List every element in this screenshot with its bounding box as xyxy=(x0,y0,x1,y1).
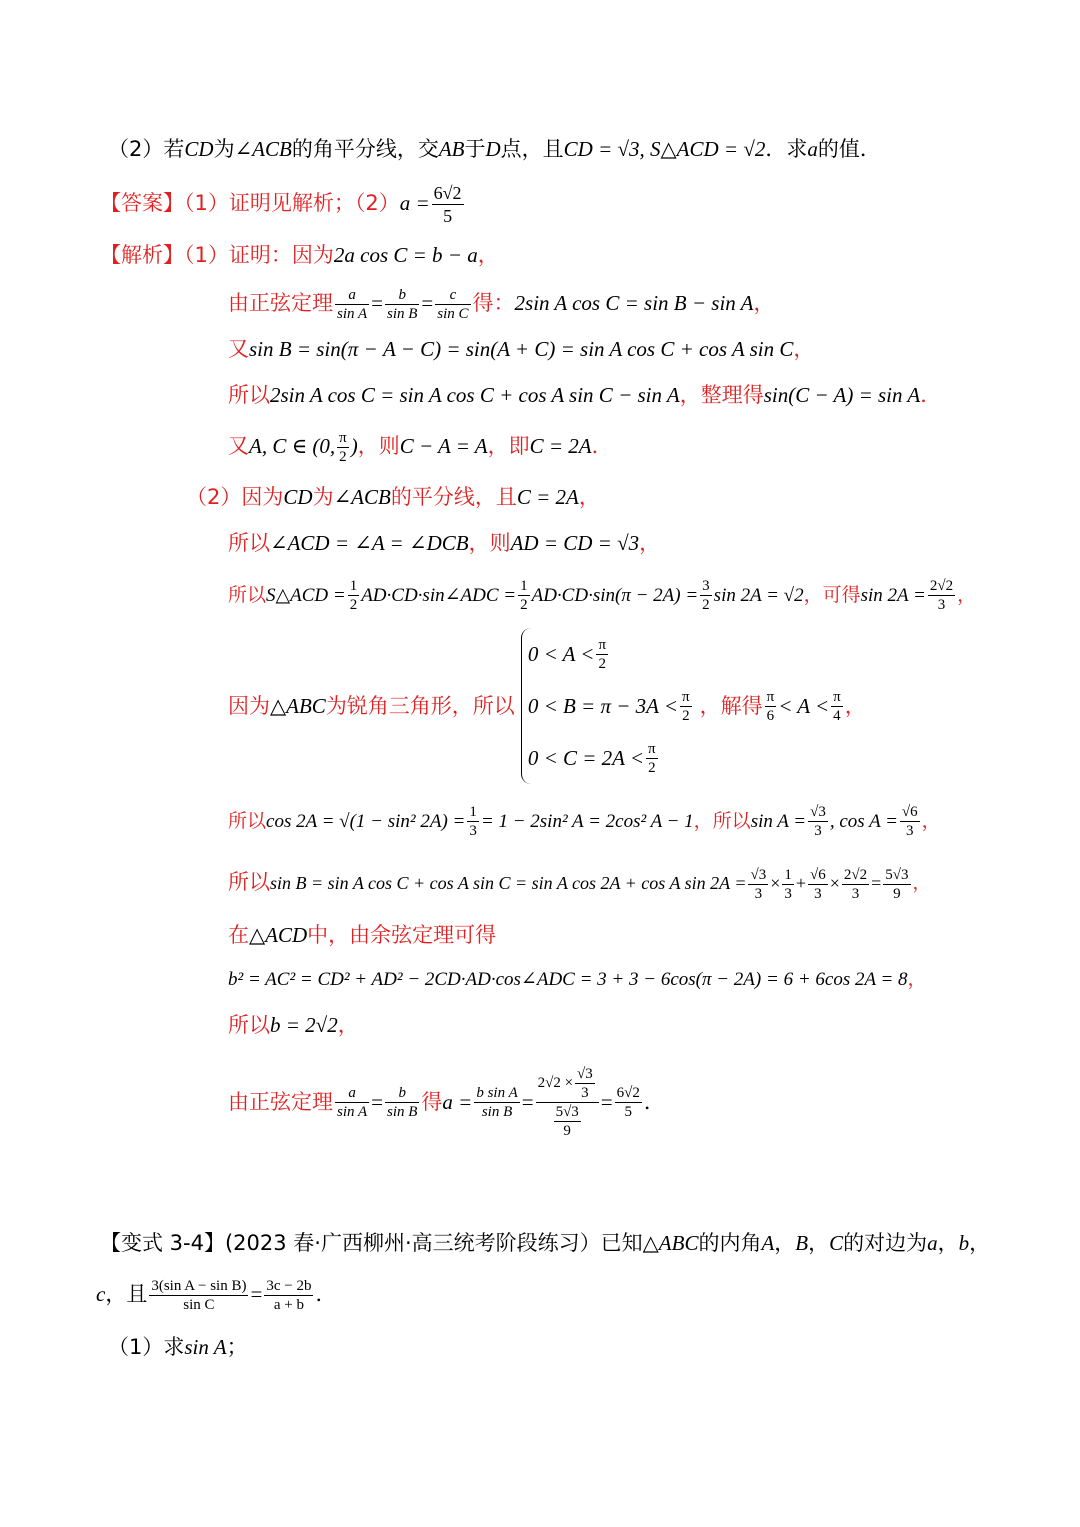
numerator: √3 xyxy=(810,804,826,820)
variant-label: 【变式 3-4】 xyxy=(100,1231,225,1255)
math-expr: 2sin A cos C = sin A cos C + cos A sin C − sin A xyxy=(270,383,680,407)
denominator: sin B xyxy=(481,1103,513,1120)
fraction xyxy=(335,1084,369,1121)
denominator xyxy=(536,1103,599,1140)
numerator xyxy=(536,1065,599,1103)
denominator: 3 xyxy=(851,885,860,902)
fraction xyxy=(615,1084,642,1121)
numerator: √6 xyxy=(901,804,918,820)
fraction xyxy=(765,688,777,725)
variant-text: 的对边为 xyxy=(843,1231,928,1255)
analysis-text: 为 xyxy=(312,485,334,509)
fraction xyxy=(700,577,712,614)
analysis-text: 所以 xyxy=(228,810,267,832)
math-op: × xyxy=(770,873,781,893)
punct: ， xyxy=(844,694,866,718)
math-expr: △ACD xyxy=(249,923,308,947)
numerator: π xyxy=(833,688,841,705)
numerator: 2√2 xyxy=(929,578,954,594)
denominator: 2 xyxy=(648,759,656,776)
analysis-text: 所以 xyxy=(228,870,270,894)
numerator: 3(sin A − sin B) xyxy=(151,1277,247,1294)
math-expr: AD·CD·sin∠ADC = xyxy=(361,585,517,606)
answer-fraction xyxy=(432,182,464,227)
numerator: 6√2 xyxy=(616,1084,640,1101)
fraction xyxy=(646,740,658,777)
numerator: 1 xyxy=(520,578,528,594)
fraction xyxy=(467,803,479,840)
punct: ， xyxy=(578,485,600,509)
fraction xyxy=(831,688,843,725)
fraction xyxy=(435,286,470,323)
math-expr: sin A = xyxy=(750,811,807,832)
answer-expr: a = xyxy=(399,191,430,215)
fraction xyxy=(474,1084,519,1121)
denominator: 3 xyxy=(814,823,822,839)
fraction xyxy=(900,803,920,840)
system-row xyxy=(528,628,694,680)
analysis-text: 又 xyxy=(228,337,249,361)
part2-line-2 xyxy=(228,530,660,556)
denominator: 3 xyxy=(937,597,946,613)
fraction xyxy=(385,286,419,323)
variant-line-1 xyxy=(100,1230,990,1256)
math-expr: sin 2A = √2 xyxy=(713,585,804,606)
denominator: 3 xyxy=(784,885,792,902)
analysis-text: 中，由余弦定理可得 xyxy=(307,923,497,947)
numerator: 3 xyxy=(702,578,710,594)
denominator: 2 xyxy=(702,597,710,613)
denominator: 2 xyxy=(520,597,528,613)
fraction xyxy=(596,636,608,673)
numerator: π xyxy=(339,429,347,446)
math-expr: △ABC xyxy=(642,1231,699,1255)
math-expr: sin 2A = xyxy=(860,585,926,606)
part2-line-1 xyxy=(186,484,600,510)
punct: ， xyxy=(969,1231,991,1255)
numerator: π xyxy=(598,636,607,653)
numerator: √3 xyxy=(750,866,767,883)
denominator: 2 xyxy=(682,707,690,724)
analysis-text: 所以 xyxy=(228,584,267,606)
numerator: 5√3 xyxy=(885,866,909,883)
analysis-line-4 xyxy=(228,382,941,408)
denominator: sin C xyxy=(437,305,469,322)
part2-line-4 xyxy=(228,628,866,784)
punct: ， xyxy=(793,337,815,361)
fraction xyxy=(385,1084,419,1121)
math-expr: CD xyxy=(283,485,313,509)
variant-text: 的内角 xyxy=(698,1231,762,1255)
math-op: + xyxy=(795,873,807,893)
fraction xyxy=(554,1103,581,1140)
q2-angle: ∠ACB xyxy=(234,137,292,161)
math-expr: C = 2A xyxy=(516,485,579,509)
math-expr: b xyxy=(958,1231,970,1255)
answer-label: 【答案】 xyxy=(100,191,184,215)
part2-line-7 xyxy=(228,922,496,948)
analysis-text: 在 xyxy=(228,923,249,947)
q2-text: 的角平分线，交 xyxy=(291,137,439,161)
math-op: = xyxy=(600,1090,613,1114)
analysis-line-1 xyxy=(100,242,499,268)
analysis-text: （1）证明：因为 xyxy=(184,243,334,267)
numerator: b xyxy=(385,286,419,305)
numerator: b sin A xyxy=(476,1084,518,1101)
math-expr: A xyxy=(761,1231,775,1255)
denominator: sin C xyxy=(183,1296,215,1313)
q2-text: 于 xyxy=(464,137,486,161)
math-op: = xyxy=(871,873,882,893)
q2-condition: CD = √3, S△ACD = √2 xyxy=(563,137,766,161)
math-expr: 2√2 × xyxy=(537,1075,574,1091)
numerator: 5√3 xyxy=(555,1103,579,1120)
fraction xyxy=(335,286,369,323)
denominator: 5 xyxy=(624,1103,632,1120)
math-op: = xyxy=(371,1090,383,1114)
denominator: a + b xyxy=(273,1296,304,1313)
math-expr: c xyxy=(96,1282,106,1306)
numerator: 6√2 xyxy=(433,182,462,203)
analysis-text: ，所以 xyxy=(693,810,751,832)
numerator: 1 xyxy=(784,866,792,883)
punct: ， xyxy=(639,531,661,555)
math-expr: sin B = sin A cos C + cos A sin C = sin A cos 2A + cos A sin 2A = xyxy=(270,873,747,893)
q2-text: ．求 xyxy=(765,137,808,161)
math-expr: C = 2A xyxy=(529,434,592,458)
denominator: sin B xyxy=(387,1103,418,1120)
fraction xyxy=(337,429,349,466)
denominator: 3 xyxy=(581,1084,589,1101)
analysis-text: ，解得 xyxy=(699,694,763,718)
analysis-text: 所以 xyxy=(228,383,270,407)
punct: ， xyxy=(337,1013,359,1037)
denominator: 3 xyxy=(754,885,763,902)
part2-line-9 xyxy=(228,1012,359,1038)
fraction xyxy=(348,577,360,614)
math-expr: 2sin A cos C = sin B − sin A xyxy=(514,291,754,315)
denominator: 6 xyxy=(766,707,775,724)
fraction xyxy=(680,688,692,725)
math-expr: ∠ACB xyxy=(333,485,391,509)
q2-a: a xyxy=(807,137,818,161)
fraction xyxy=(748,866,768,903)
analysis-line-5 xyxy=(228,424,613,468)
analysis-text: 因为 xyxy=(228,694,270,718)
fraction xyxy=(808,803,828,840)
q2-text: 的值． xyxy=(817,137,881,161)
math-expr: S△ACD = xyxy=(266,585,346,606)
part2-line-5 xyxy=(228,798,941,845)
q2-ab: AB xyxy=(438,137,465,161)
punct: ， xyxy=(808,1231,830,1255)
punct: ， xyxy=(921,810,941,832)
inequality-system xyxy=(521,628,694,784)
denominator: 3 xyxy=(814,885,822,902)
analysis-line-3 xyxy=(228,336,814,362)
punct: ， xyxy=(912,873,931,894)
denominator: 9 xyxy=(893,885,901,902)
math-expr: 0 < C = 2A < xyxy=(527,746,645,770)
fraction xyxy=(928,577,955,614)
math-expr: < A < xyxy=(778,694,830,718)
numerator: √6 xyxy=(810,866,826,883)
fraction xyxy=(518,577,530,614)
analysis-text: （2）因为 xyxy=(186,485,284,509)
math-expr: a xyxy=(927,1231,938,1255)
math-expr: , cos A = xyxy=(829,811,898,832)
variant-text: （1）求 xyxy=(108,1335,185,1359)
part2-line-10 xyxy=(228,1050,665,1154)
q2-lead: （2）若 xyxy=(108,137,185,161)
q2-text: 点，且 xyxy=(500,137,564,161)
question-2 xyxy=(108,136,881,162)
math-expr: ) xyxy=(350,434,358,458)
analysis-line-2: 由正弦定理 $\frac{a}{\text{sin A}}$ = $\frac{b}{\text{sin B}}$ = $\frac{c}{\text{sin C}}$ 得：2sin A cos C = sin B − sin A， xyxy=(228,286,775,322)
numerator: b xyxy=(385,1084,419,1103)
q2-d: D xyxy=(485,137,501,161)
denominator: 2 xyxy=(349,597,358,613)
punct: ． xyxy=(315,1282,337,1306)
variant-question-1 xyxy=(108,1334,248,1360)
fraction xyxy=(782,866,794,903)
numerator: c xyxy=(435,286,470,305)
denominator: 2 xyxy=(598,655,607,672)
math-expr: △ABC xyxy=(270,694,326,718)
denominator: 3 xyxy=(906,823,914,839)
numerator: π xyxy=(766,688,775,705)
analysis-text: 由正弦定理 xyxy=(228,291,333,315)
fraction xyxy=(575,1065,595,1102)
math-op: = xyxy=(250,1282,263,1306)
denominator: 4 xyxy=(833,707,841,724)
system-row xyxy=(528,680,694,732)
punct: ， xyxy=(477,243,499,267)
numerator: 1 xyxy=(469,804,477,820)
math-op: × xyxy=(829,873,840,893)
math-expr: 0 < A < xyxy=(527,642,595,666)
fraction xyxy=(808,866,828,903)
numerator: 3c − 2b xyxy=(266,1277,312,1294)
analysis-text: 得 xyxy=(421,1090,443,1114)
math-expr: AD·CD·sin(π − 2A) = xyxy=(531,585,699,606)
denominator: sin B xyxy=(387,305,418,322)
analysis-text: 所以 xyxy=(228,531,270,555)
fraction xyxy=(264,1277,313,1314)
math-expr: ∠ACD = ∠A = ∠DCB xyxy=(270,531,469,555)
math-expr: 0 < B = π − 3A < xyxy=(527,694,679,718)
part2-line-8 xyxy=(228,966,927,993)
denominator: 5 xyxy=(443,205,453,226)
fraction xyxy=(842,866,869,903)
analysis-text: ，则 xyxy=(468,531,511,555)
punct: ； xyxy=(226,1335,248,1359)
variant-text: ，且 xyxy=(105,1282,148,1306)
denominator: 9 xyxy=(563,1122,571,1139)
answer-line xyxy=(100,180,466,227)
fraction xyxy=(883,866,910,903)
analysis-text: 为锐角三角形，所以 xyxy=(325,694,515,718)
system-row xyxy=(528,732,694,784)
fraction xyxy=(149,1277,248,1314)
analysis-text: 得： xyxy=(472,291,515,315)
numerator: √3 xyxy=(577,1065,593,1082)
numerator: 1 xyxy=(349,578,358,594)
complex-fraction xyxy=(536,1065,599,1140)
punct: ． xyxy=(643,1090,665,1114)
math-expr: sin(C − A) = sin A xyxy=(763,383,921,407)
denominator: 3 xyxy=(469,823,477,839)
q2-cd: CD xyxy=(184,137,214,161)
math-expr: C − A = A xyxy=(399,434,488,458)
punct: ． xyxy=(920,383,942,407)
part2-line-3 xyxy=(228,572,976,619)
math-expr: sin A xyxy=(184,1335,227,1359)
analysis-text: 的平分线，且 xyxy=(390,485,517,509)
math-expr: = 1 − 2sin² A = 2cos² A − 1 xyxy=(480,811,694,832)
variant-source: (2023 春·广西柳州·高三统考阶段练习）已知 xyxy=(224,1231,643,1255)
punct: ． xyxy=(591,434,613,458)
math-expr: C xyxy=(829,1231,844,1255)
numerator: a xyxy=(335,1084,369,1103)
analysis-text: 由正弦定理 xyxy=(228,1090,333,1114)
denominator: sin A xyxy=(337,1103,368,1120)
math-op: = xyxy=(521,1090,534,1114)
analysis-text: ，即 xyxy=(487,434,530,458)
denominator: 2 xyxy=(339,448,347,465)
answer-text: （1）证明见解析；（2） xyxy=(184,191,400,215)
math-expr: A, C ∈ (0, xyxy=(249,434,336,458)
math-expr: cos 2A = √(1 − sin² 2A) = xyxy=(266,811,466,832)
numerator: π xyxy=(648,740,656,757)
analysis-text: ，可得 xyxy=(803,584,861,606)
math-expr: B xyxy=(795,1231,809,1255)
numerator: 2√2 xyxy=(843,866,868,883)
math-expr: b² = AC² = CD² + AD² − 2CD·AD·cos∠ADC = 3 + 3 − 6cos(π − 2A) = 6 + 6cos 2A = 8 xyxy=(228,969,908,990)
punct: ， xyxy=(774,1231,796,1255)
q2-text: 为 xyxy=(213,137,235,161)
analysis-text: 所以 xyxy=(228,1013,270,1037)
part2-line-6 xyxy=(228,858,931,908)
math-expr: AD = CD = √3 xyxy=(510,531,640,555)
math-expr: 2a cos C = b − a xyxy=(333,243,478,267)
punct: ， xyxy=(753,291,775,315)
punct: ， xyxy=(907,968,927,990)
punct: ， xyxy=(937,1231,959,1255)
denominator: sin A xyxy=(337,305,368,322)
analysis-text: ，则 xyxy=(357,434,400,458)
numerator: π xyxy=(682,688,690,705)
math-expr: sin B = sin(π − A − C) = sin(A + C) = sin A cos C + cos A sin C xyxy=(249,337,794,361)
analysis-text: ，整理得 xyxy=(679,383,764,407)
analysis-label: 【解析】 xyxy=(100,243,184,267)
math-expr: a = xyxy=(442,1090,473,1114)
math-expr: b = 2√2 xyxy=(270,1013,338,1037)
numerator: a xyxy=(335,286,369,305)
punct: ， xyxy=(957,584,977,606)
variant-line-2 xyxy=(96,1268,336,1320)
analysis-text: 又 xyxy=(228,434,249,458)
